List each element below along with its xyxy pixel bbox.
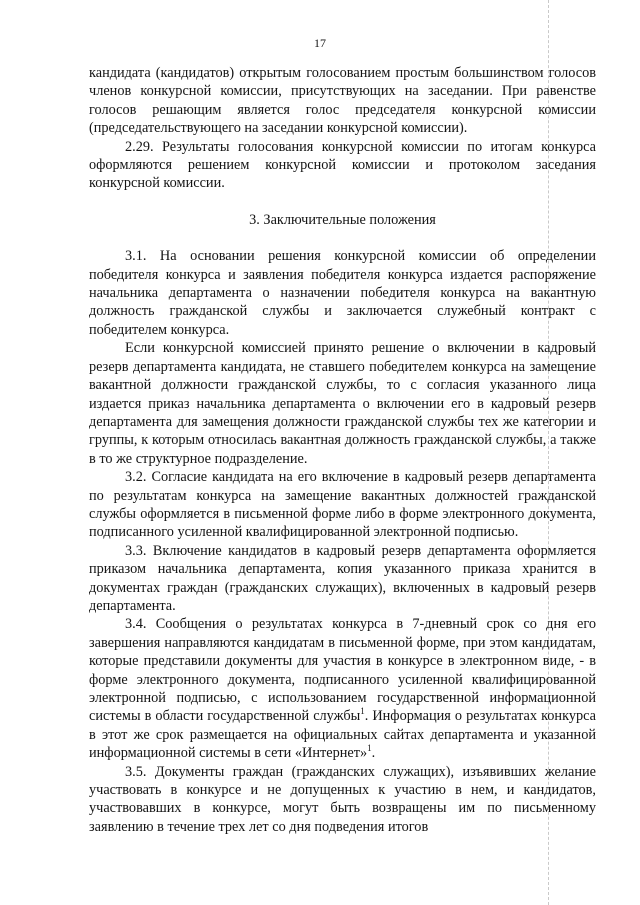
paragraph-3-4-part-a: 3.4. Сообщения о результатах конкурса в 7-дневный срок со дня его завершения направляются кандидатам в письменной форме, при этом кандидатам, которые представили документы для участия в конкурсе в электронном виде, - в форме электронного документа, подписанного усиленной квалифицированной электронной подписью, с использованием государственной информационной системы в области государственной службы xyxy=(89,616,596,725)
section-title: 3. Заключительные положения xyxy=(249,211,436,228)
footnote-mark: 1 xyxy=(367,743,372,754)
document-body xyxy=(89,64,596,836)
paragraph-2-29: 2.29. Результаты голосования конкурсной комиссии по итогам конкурса оформляются решением конкурсной комиссии и протоколом заседания конкурсной комиссии. xyxy=(89,138,596,192)
paragraph-3-3: 3.3. Включение кандидатов в кадровый резерв департамента оформляется приказом начальника департамента, копия указанного приказа хранится в документах граждан (гражданских служащих), включенных в кадровый резерв департамента. xyxy=(89,542,596,614)
paragraph-3-4-part-b: . Информация о результатах конкурса в этот же срок размещается на официальных сайтах департамента и указанной информационной системы в сети «Интернет» xyxy=(89,708,596,762)
paragraph-continuation: кандидата (кандидатов) открытым голосованием простым большинством голосов членов конкурсной комиссии, присутствующих на заседании. При равенстве голосов решающим является голос председателя конкурсной комиссии (председательствующего на заседании конкурсной комиссии). xyxy=(89,65,596,137)
paragraph-3-1-reserve: Если конкурсной комиссией принято решение о включении в кадровый резерв департамента кандидата, не ставшего победителем конкурса на замещение вакантной должности гражданской службы, то с согласия указанного лица издается приказ начальника департамента о включении его в кадровый резерв департамента для замещения должности гражданской службы тех же категории и группы, к которым относилась вакантная должность гражданской службы, а также в то же структурное подразделение. xyxy=(89,340,596,467)
page-number: 17 xyxy=(314,36,326,50)
paragraph-3-5: 3.5. Документы граждан (гражданских служащих), изъявивших желание участвовать в конкурсе и не допущенных к участию в нем, и кандидатов, участвовавших в конкурсе, могут быть возвращены им по письменному заявлению в течение трех лет со дня подведения итогов xyxy=(89,763,596,835)
paragraph-3-4 xyxy=(89,615,596,762)
paragraph-3-4-part-c: . xyxy=(371,745,376,762)
paragraph-3-2: 3.2. Согласие кандидата на его включение в кадровый резерв департамента по результатам конкурса на замещение вакантных должностей гражданской службы оформляется в письменной форме либо в форме электронного документа, подписанного усиленной квалифицированной электронной подписью. xyxy=(89,469,596,541)
footnote-mark: 1 xyxy=(360,706,365,717)
paragraph-3-1: 3.1. На основании решения конкурсной комиссии об определении победителя конкурса и заявления победителя конкурса издается распоряжение начальника департамента о назначении победителя конкурса на вакантную должность гражданской службы и заключается служебный контракт с победителем конкурса. xyxy=(89,248,596,338)
